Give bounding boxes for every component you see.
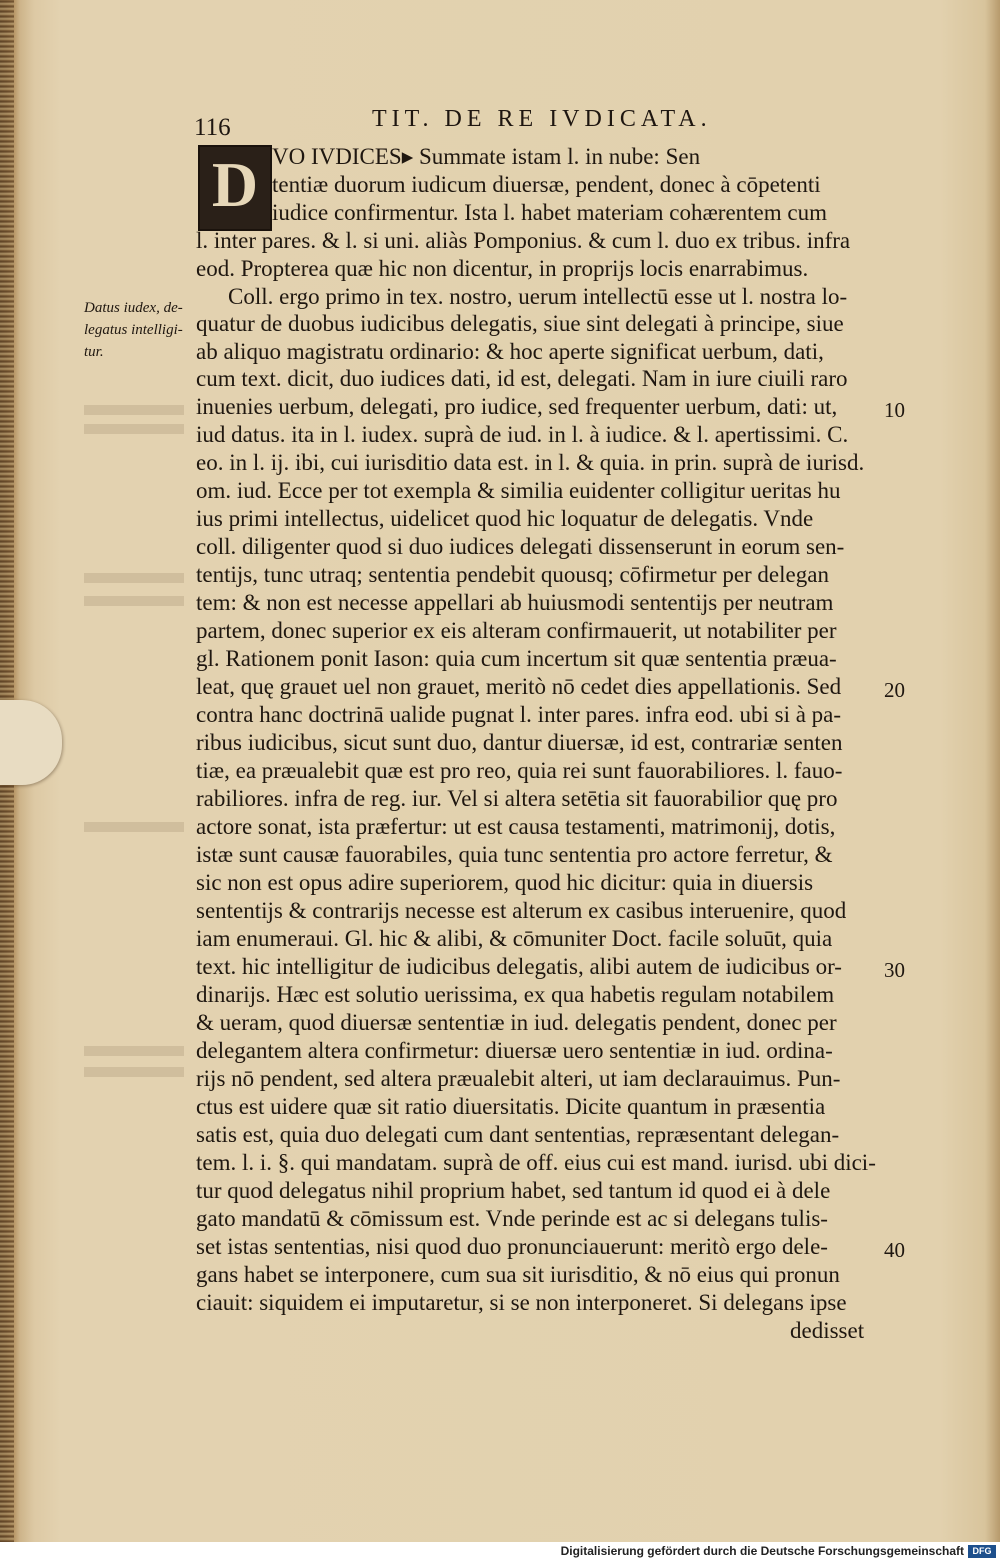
- show-through-mark: [84, 424, 184, 434]
- body-line-21: contra hanc doctrinā ualide pugnat l. inter pares. infra eod. ubi si à pa-: [196, 702, 842, 727]
- body-line-24: rabiliores. infra de reg. iur. Vel si altera setētia sit fauorabilior quę pro: [196, 786, 838, 811]
- show-through-mark: [84, 822, 184, 832]
- catchword: dedisset: [790, 1318, 865, 1343]
- body-line-16: tentijs, tunc utraq; sententia pendebit quousq; cōfirmetur per delegan: [196, 562, 829, 587]
- body-line-42: ciauit: siquidem ei imputaretur, si se non interponeret. Si delegans ipse: [196, 1290, 847, 1315]
- body-line-12: eo. in l. ij. ibi, cui iurisditio data est. in l. & quia. in prin. suprà de iurisd.: [196, 450, 865, 475]
- body-line-18: partem, donec superior ex eis alteram confirmauerit, ut notabiliter per: [196, 618, 837, 643]
- body-line-9: cum text. dicit, duo iudices dati, id est, delegati. Nam in iure ciuili raro: [196, 366, 848, 391]
- body-line-15: coll. diligenter quod si duo iudices delegati dissenserunt in eorum sen-: [196, 534, 845, 559]
- body-line-29: iam enumeraui. Gl. hic & alibi, & cōmuniter Doct. facile soluūt, quia: [196, 926, 833, 951]
- body-line-17: tem: & non est necesse appellari ab huiusmodi sententijs per neutram: [196, 590, 834, 615]
- body-line-3: iudice confirmentur. Ista l. habet materiam cohærentem cum: [272, 200, 827, 225]
- footer-bar: [0, 1542, 1000, 1562]
- decorated-initial: [198, 145, 272, 231]
- body-line-23: tiæ, ea præualebit quæ est pro reo, quia rei sunt fauorabiliores. l. fauo-: [196, 758, 843, 783]
- bookmark-ribbon: [0, 700, 62, 785]
- body-line-36: satis est, quia duo delegati cum dant sententias, repræsentant delegan-: [196, 1122, 840, 1147]
- body-line-33: delegantem altera confirmetur: diuersæ uero sententiæ in iud. ordina-: [196, 1038, 833, 1063]
- body-line-14: ius primi intellectus, uidelicet quod hic loquatur de delegatis. Vnde: [196, 506, 814, 531]
- line-number-20: 20: [884, 678, 905, 702]
- line-number-30: 30: [884, 958, 905, 982]
- initial-letter: D: [211, 149, 259, 220]
- body-line-32: & ueram, quod diuersæ sententiæ in iud. delegatis pendent, donec per: [196, 1010, 837, 1035]
- body-line-34: rijs nō pendent, sed altera præualebit alteri, ut iam declarauimus. Pun-: [196, 1066, 841, 1091]
- margin-note-line-3: tur.: [84, 344, 104, 360]
- body-line-27: sic non est opus adire superiorem, quod hic dicitur: quia in diuersis: [196, 870, 814, 895]
- body-line-10: inuenies uerbum, delegati, pro iudice, sed frequenter uerbum, dati: ut,: [196, 394, 838, 419]
- body-line-19: gl. Rationem ponit Iason: quia cum incertum sit quæ sententia præua-: [196, 646, 837, 671]
- body-line-6: Coll. ergo primo in tex. nostro, uerum intellectū esse ut l. nostra lo-: [228, 284, 848, 309]
- dfg-logo: DFG: [968, 1545, 996, 1558]
- body-line-31: dinarijs. Hæc est solutio uerissima, ex qua habetis regulam notabilem: [196, 982, 835, 1007]
- running-head: TIT. DE RE IVDICATA.: [372, 106, 712, 132]
- body-line-11: iud datus. ita in l. iudex. suprà de iud. in l. à iudice. & l. apertissimi. C.: [196, 422, 849, 447]
- body-line-41: gans habet se interponere, cum sua sit iurisditio, & nō eius qui pronun: [196, 1262, 840, 1287]
- body-line-39: gato mandatū & cōmissum est. Vnde perinde est ac si delegans tulis-: [196, 1206, 828, 1231]
- body-line-40: set istas sententias, nisi quod duo pronunciauerunt: meritò ergo dele-: [196, 1234, 828, 1259]
- body-line-37: tem. l. i. §. qui mandatam. suprà de off. eius cui est mand. iurisd. ubi dici-: [196, 1150, 876, 1175]
- line-number-10: 10: [884, 398, 905, 422]
- body-line-35: ctus est uidere quæ sit ratio diuersitatis. Dicite quantum in præsentia: [196, 1094, 826, 1119]
- show-through-mark: [84, 1046, 184, 1056]
- margin-note-line-2: legatus intelligi-: [84, 322, 183, 338]
- body-line-26: istæ sunt causæ fauorabiles, quia tunc sententia pro actore ferretur, &: [196, 842, 833, 867]
- body-line-13: om. iud. Ecce per tot exempla & similia euidenter colligitur ueritas hu: [196, 478, 841, 503]
- body-line-7: quatur de duobus iudicibus delegatis, siue sint delegati à principe, siue: [196, 311, 844, 336]
- body-line-5: eod. Propterea quæ hic non dicentur, in proprijs locis enarrabimus.: [196, 256, 809, 281]
- show-through-mark: [84, 596, 184, 606]
- body-line-4: l. inter pares. & l. si uni. aliàs Pomponius. & cum l. duo ex tribus. infra: [196, 228, 851, 253]
- line-number-40: 40: [884, 1238, 905, 1262]
- margin-note-line-1: Datus iudex, de-: [84, 300, 183, 316]
- body-line-20: leat, quę grauet uel non grauet, meritò nō cedet dies appellationis. Sed: [196, 674, 842, 699]
- body-line-1: VO IVDICES▸ Summate istam l. in nube: Sen: [272, 144, 701, 169]
- funding-credit: Digitalisierung gefördert durch die Deutsche Forschungsgemeinschaft: [560, 1544, 964, 1558]
- body-line-2: tentiæ duorum iudicum diuersæ, pendent, donec à cōpetenti: [272, 172, 821, 197]
- show-through-mark: [84, 1067, 184, 1077]
- show-through-mark: [84, 573, 184, 583]
- body-line-25: actore sonat, ista præfertur: ut est causa testamenti, matrimonij, dotis,: [196, 814, 836, 839]
- body-line-30: text. hic intelligitur de iudicibus delegatis, alibi autem de iudicibus or-: [196, 954, 842, 979]
- body-line-28: sententijs & contrarijs necesse est alterum ex casibus interuenire, quod: [196, 898, 847, 923]
- body-line-38: tur quod delegatus nihil proprium habet, sed tantum id quod ei à dele: [196, 1178, 831, 1203]
- body-line-8: ab aliquo magistratu ordinario: & hoc aperte significat uerbum, dati,: [196, 339, 824, 364]
- show-through-mark: [84, 405, 184, 415]
- page-number: 116: [194, 114, 231, 141]
- body-line-22: ribus iudicibus, sicut sunt duo, dantur diuersæ, id est, contrariæ senten: [196, 730, 843, 755]
